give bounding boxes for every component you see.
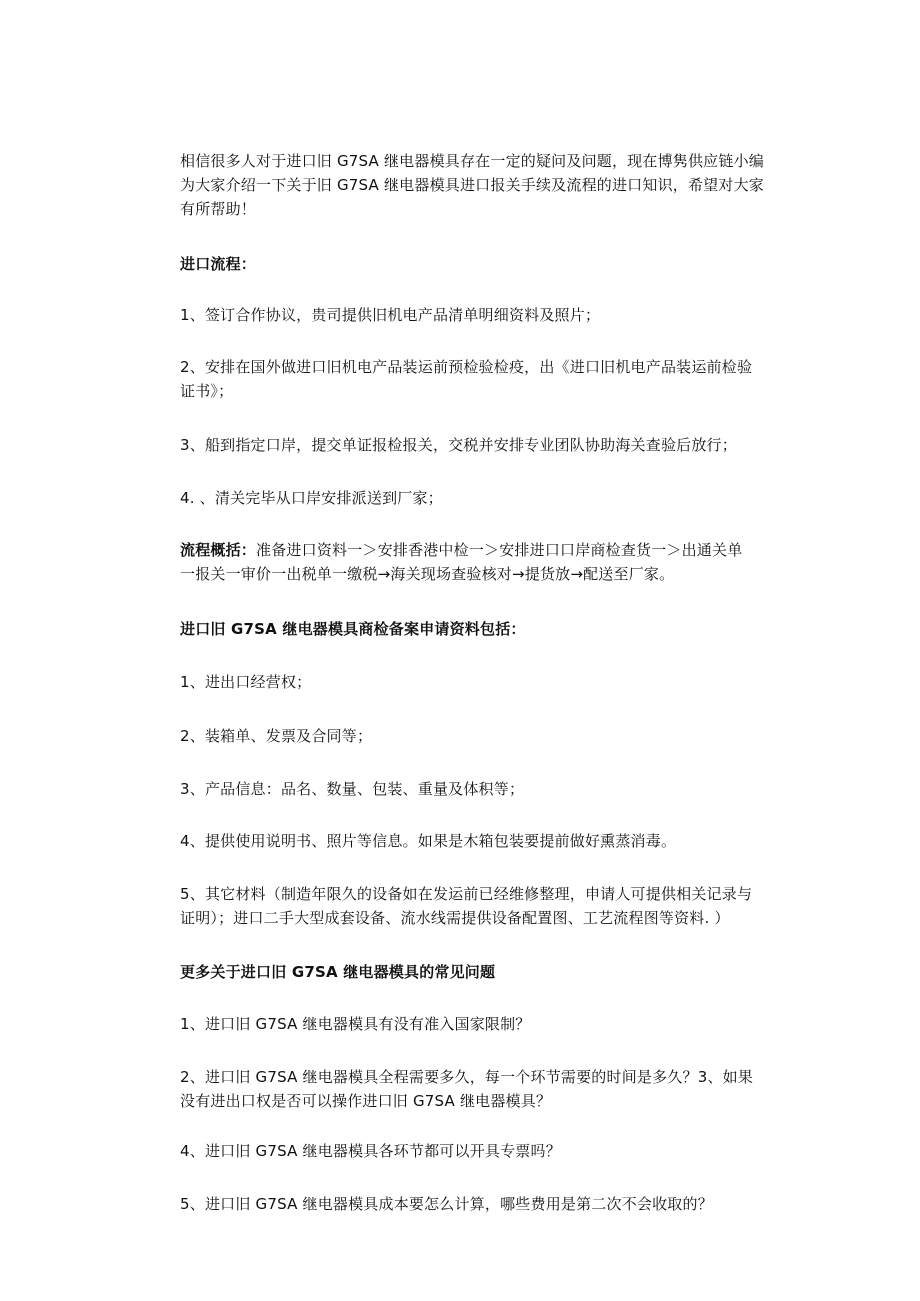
process-heading: 进口流程： <box>180 255 257 273</box>
summary-text: 准备进口资料一＞安排香港中检一＞安排进口口岸商检查货一＞出通关单 一报关一审价一出税单一缴税→海关现场查验核对→提货放→配送至厂家。 <box>180 541 743 583</box>
docs-heading: 进口旧 G7SA 继电器模具商检备案申请资料包括： <box>180 620 526 638</box>
faq-heading: 更多关于进口旧 G7SA 继电器模具的常见问题 <box>180 963 496 981</box>
faq-item: 1、进口旧 G7SA 继电器模具有没有准入国家限制？ <box>180 1015 531 1033</box>
summary-label: 流程概括： <box>180 541 257 559</box>
process-step: 2、安排在国外做进口旧机电产品装运前预检验检疫，出《进口旧机电产品装运前检验 证书》； <box>180 358 753 400</box>
faq-item: 5、进口旧 G7SA 继电器模具成本要怎么计算，哪些费用是第二次不会收取的？ <box>180 1195 713 1213</box>
docs-item: 5、其它材料（制造年限久的设备如在发运前已经维修整理，申请人可提供相关记录与 证明）；进口二手大型成套设备、流水线需提供设备配置图、工艺流程图等资料. ） <box>180 885 753 927</box>
faq-item: 4、进口旧 G7SA 继电器模具各环节都可以开具专票吗？ <box>180 1142 561 1160</box>
process-step: 4. 、清关完毕从口岸安排派送到厂家； <box>180 489 443 507</box>
faq-item: 2、进口旧 G7SA 继电器模具全程需要多久，每一个环节需要的时间是多久？3、如果 没有进出口权是否可以操作进口旧 G7SA 继电器模具？ <box>180 1068 754 1110</box>
docs-item: 1、进出口经营权； <box>180 673 312 691</box>
summary-paragraph <box>180 538 840 586</box>
docs-item: 3、产品信息：品名、数量、包装、重量及体积等； <box>180 780 525 798</box>
docs-item: 2、装箱单、发票及合同等； <box>180 727 373 745</box>
intro-paragraph: 相信很多人对于进口旧 G7SA 继电器模具存在一定的疑问及问题，现在博隽供应链小编 为大家介绍一下关于旧 G7SA 继电器模具进口报关手续及流程的进口知识，希望对大家 有所帮助！ <box>180 152 764 218</box>
process-step: 3、船到指定口岸，提交单证报检报关，交税并安排专业团队协助海关查验后放行； <box>180 436 737 454</box>
process-step: 1、签订合作协议，贵司提供旧机电产品清单明细资料及照片； <box>180 306 601 324</box>
docs-item: 4、提供使用说明书、照片等信息。如果是木箱包装要提前做好熏蒸消毒。 <box>180 832 677 850</box>
